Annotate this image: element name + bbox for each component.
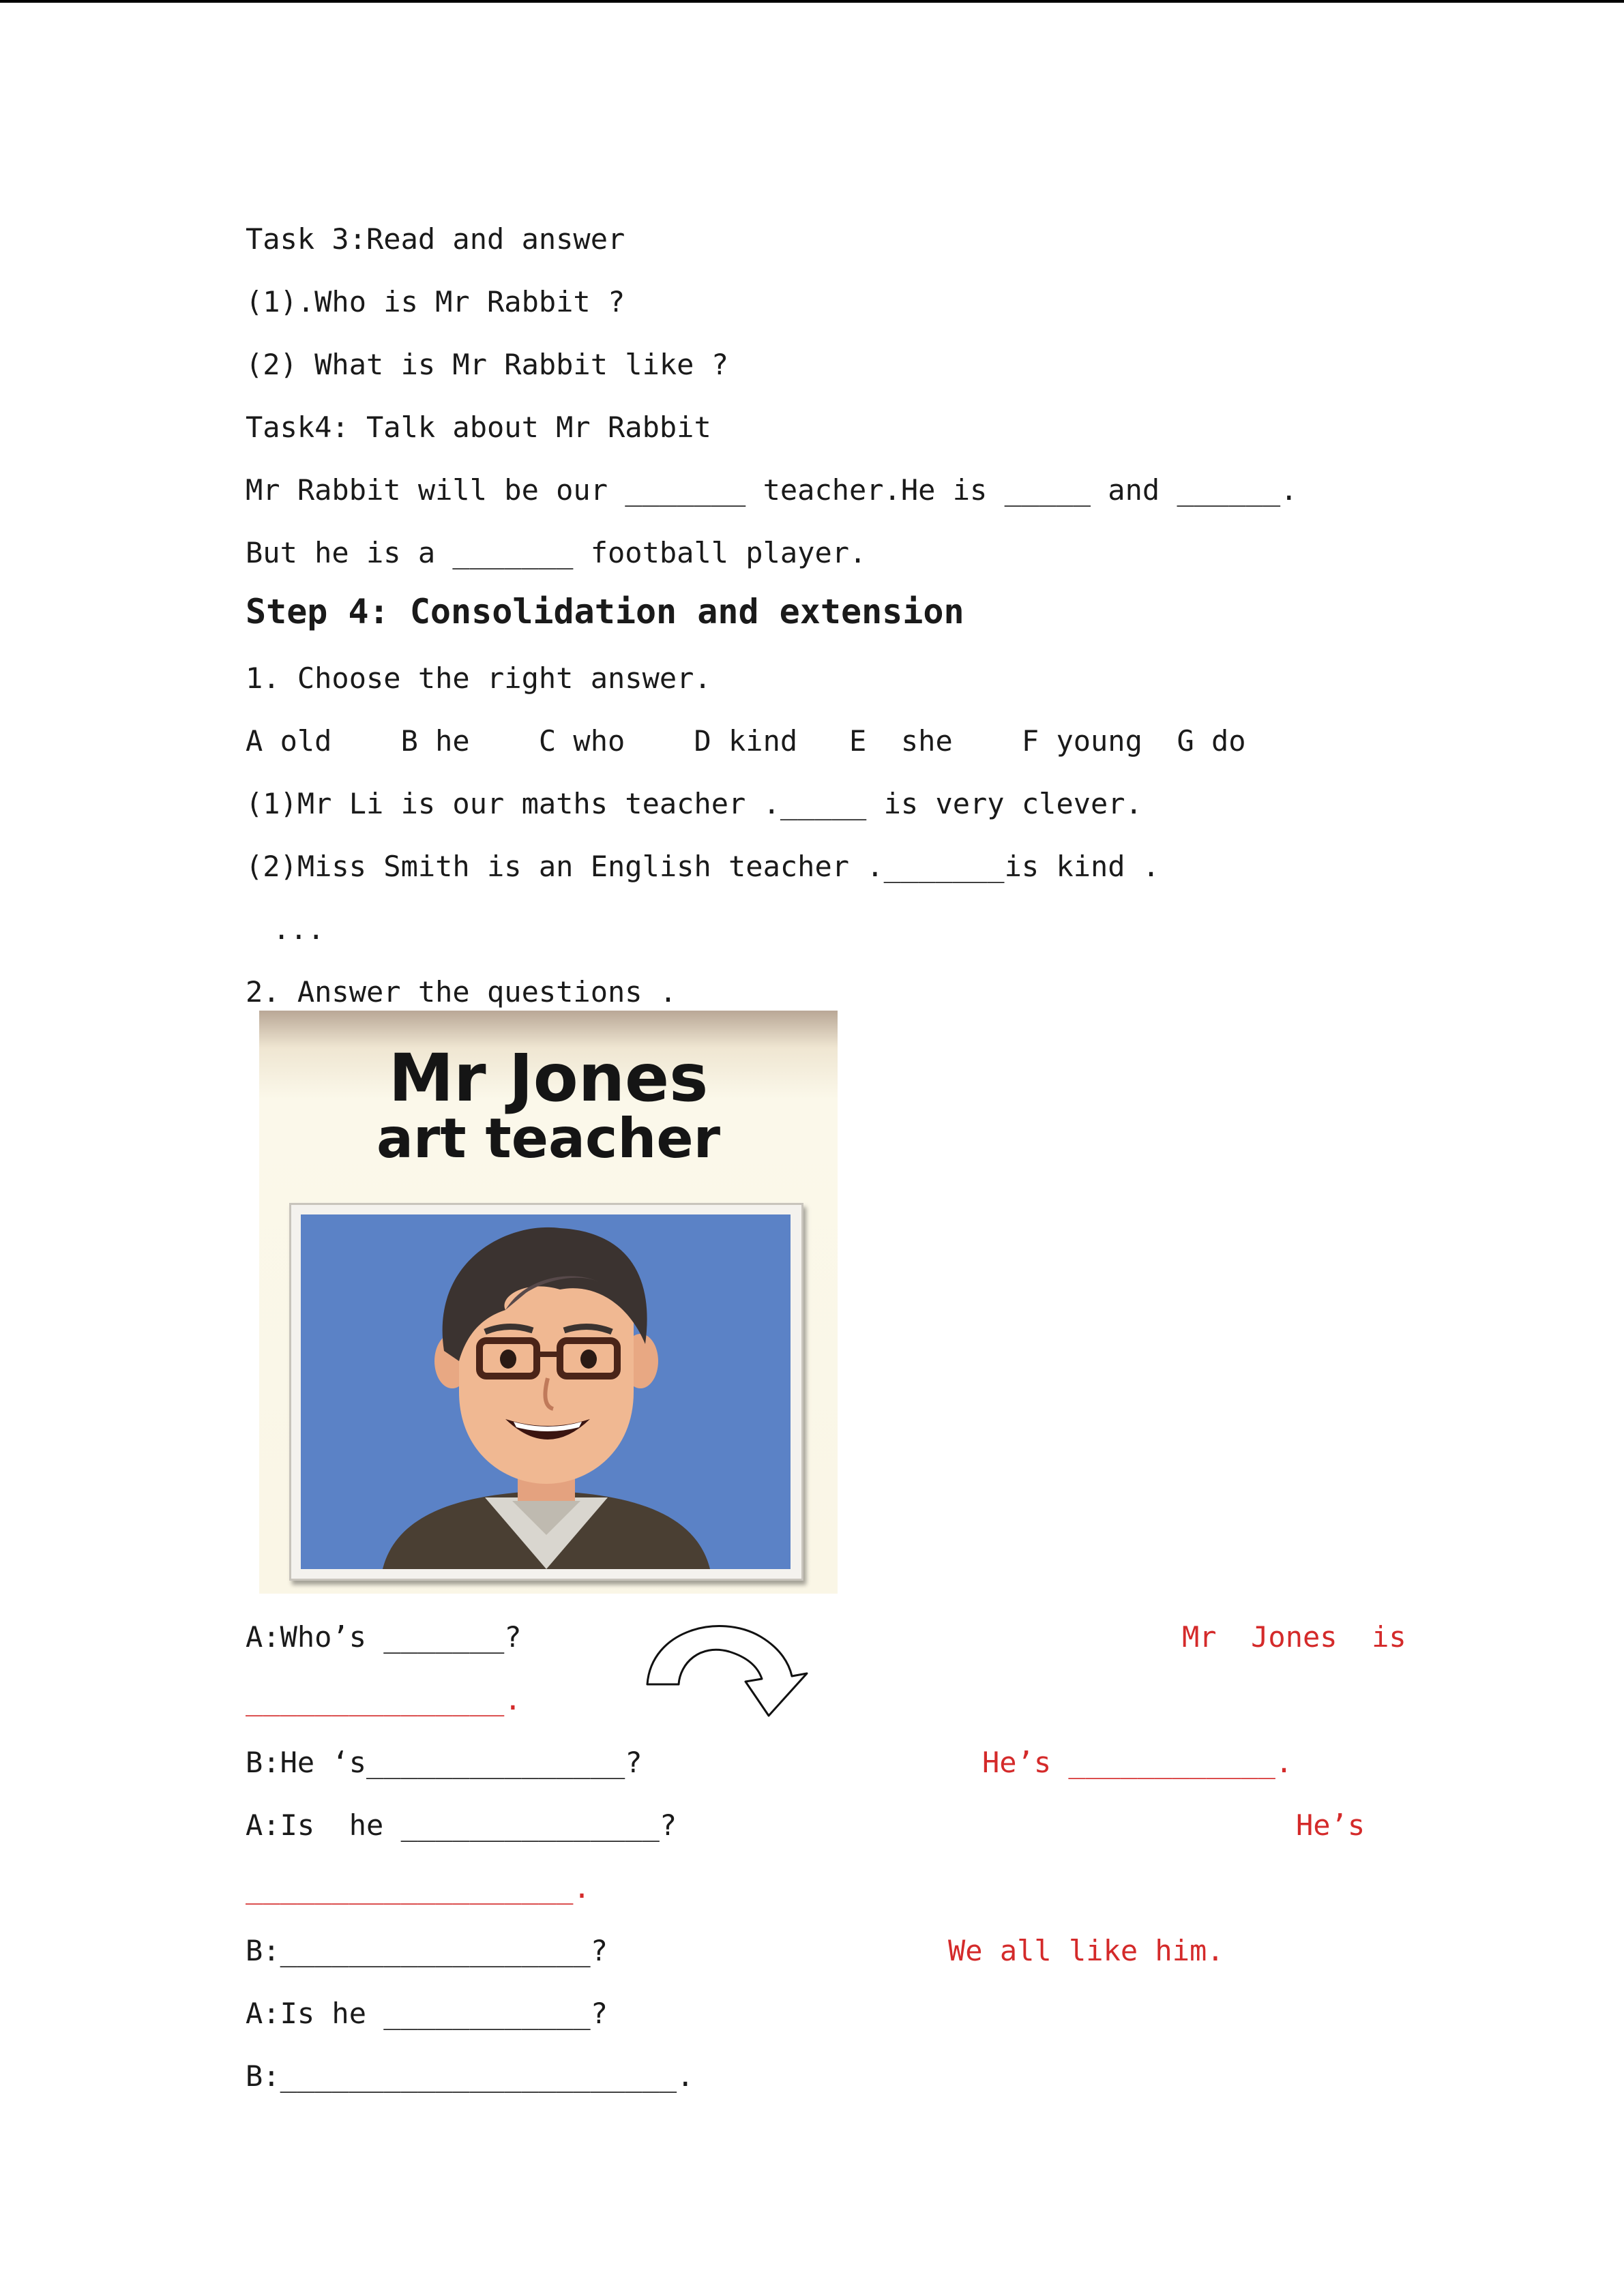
dialogue-a3: A:Is he ____________? [246, 1997, 608, 2030]
part2-title: 2. Answer the questions . [246, 975, 677, 1009]
curved-arrow-icon [645, 1616, 836, 1718]
task3-title: Task 3:Read and answer [246, 222, 625, 256]
teacher-face-illustration [301, 1214, 791, 1569]
answer-3-continued: ___________________. [246, 1871, 591, 1905]
answer-4: We all like him. [948, 1934, 1224, 1967]
answer-3: He’s [1296, 1808, 1365, 1842]
part1-ellipsis: ... [273, 912, 325, 946]
teacher-picture [259, 1011, 838, 1594]
part1-title: 1. Choose the right answer. [246, 661, 711, 695]
task3-question-2: (2) What is Mr Rabbit like ? [246, 348, 729, 381]
answer-1-continued: _______________. [246, 1683, 522, 1716]
dialogue-b3: B:_______________________. [246, 2059, 694, 2093]
task4-title: Task4: Talk about Mr Rabbit [246, 411, 711, 444]
dialogue-b2: B:__________________? [246, 1934, 608, 1967]
dialogue-a1: A:Who’s _______? [246, 1620, 522, 1654]
answer-1: Mr Jones is [1182, 1620, 1406, 1654]
part1-options: A old B he C who D kind E she F young G do [246, 724, 1246, 758]
task3-question-1: (1).Who is Mr Rabbit ? [246, 285, 625, 318]
teacher-portrait [301, 1214, 791, 1569]
dialogue-b1: B:He ‘s_______________? [246, 1746, 643, 1779]
picture-role: art teacher [376, 1107, 721, 1170]
task4-line-1: Mr Rabbit will be our _______ teacher.He is _____ and ______. [246, 473, 1298, 507]
task4-line-2: But he is a _______ football player. [246, 536, 867, 569]
portrait-frame [289, 1203, 803, 1581]
dialogue-a2: A:Is he _______________? [246, 1808, 677, 1842]
step4-heading: Step 4: Consolidation and extension [246, 592, 964, 631]
picture-name: Mr Jones [388, 1040, 709, 1116]
part1-question-1: (1)Mr Li is our maths teacher ._____ is very clever. [246, 787, 1142, 820]
answer-2: He’s ____________. [982, 1746, 1293, 1779]
part1-question-2: (2)Miss Smith is an English teacher ._______is kind . [246, 850, 1160, 883]
